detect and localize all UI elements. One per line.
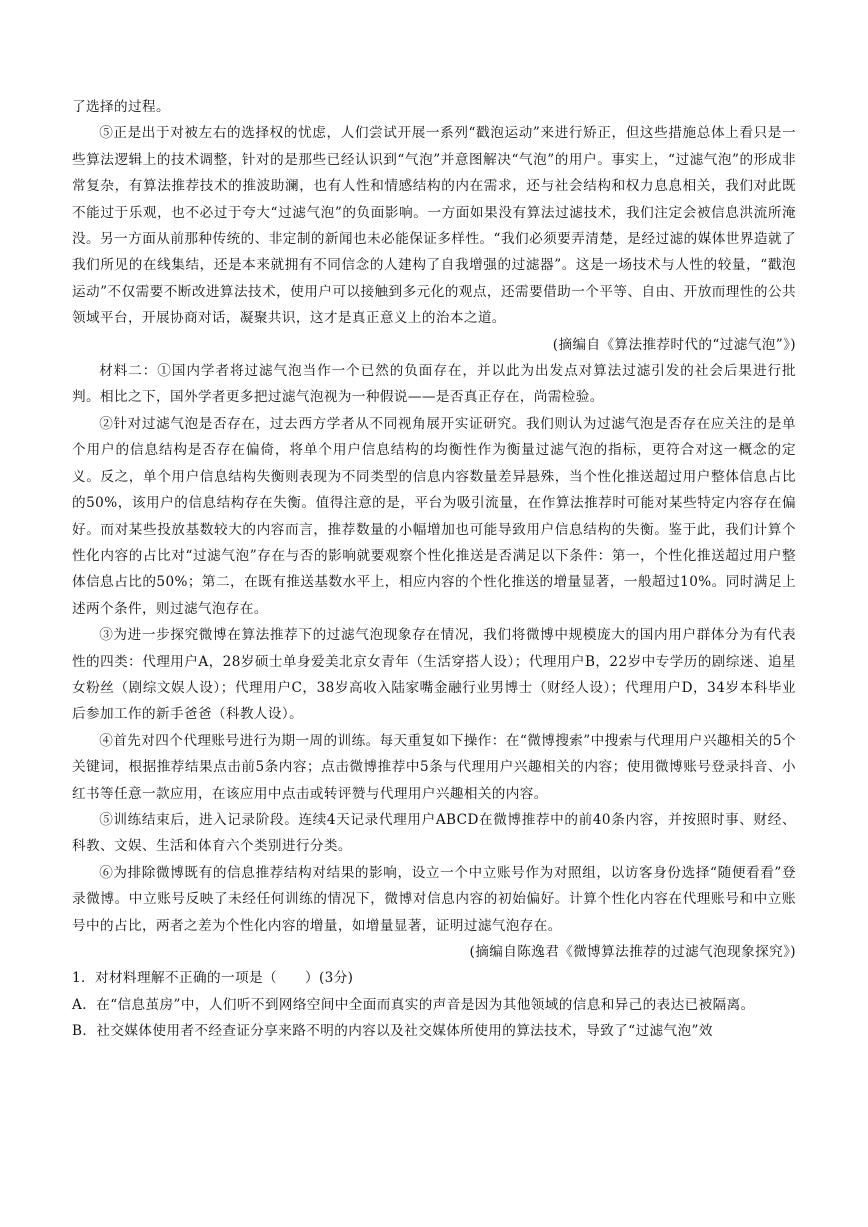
paragraph-5: ⑤正是出于对被左右的选择权的忧虑，人们尝试开展一系列“戳泡运动”来进行矫正，但这些措施总体上看只是一些算法逻辑上的技术调整，针对的是那些已经认识到“气泡”并意图解决“气泡”的用户。事实上，“过滤气泡”的形成非常复杂，有算法推荐技术的推波助澜，也有人性和情感结构的内在需求，还与社会结构和权力息息相关，我们对此既不能过于乐观，也不必过于夸大“过滤气泡”的负面影响。一方面如果没有算法过滤技术，我们注定会被信息洪流所淹没。另一方面从前那种传统的、非定制的新闻也未必能保证多样性。“我们必须要弄清楚，是经过滤的媒体世界造就了我们所见的在线集结，还是本来就拥有不同信念的人建构了自我增强的过滤器”。这是一场技术与人性的较量，“戳泡运动”不仅需要不断改进算法技术，使用户可以接触到多元化的观点，还需要借助一个平等、自由、开放而理性的公共领域平台，开展协商对话，凝聚共识，这才是真正意义上的治本之道。	[72, 125, 796, 327]
document-page	[72, 94, 796, 1045]
material-2-paragraph-2: ②针对过滤气泡是否存在，过去西方学者从不同视角展开实证研究。我们则认为过滤气泡是否存在应关注的是单个用户的信息结构是否存在偏倚，将单个用户信息结构的均衡性作为衡量过滤气泡的指标，更符合对这一概念的定义。反之，单个用户信息结构失衡则表现为不同类型的信息内容数量差异悬殊，当个性化推送超过用户整体信息占比的50%，该用户的信息结构存在失衡。值得注意的是，平台为吸引流量，在作算法推荐时可能对某些特定内容存在偏好。而对某些投放基数较大的内容而言，推荐数量的小幅增加也可能导致用户信息结构的失衡。鉴于此，我们计算个性化内容的占比对“过滤气泡”存在与否的影响就要观察个性化推送是否满足以下条件：第一，个性化推送超过用户整体信息占比的50%；第二，在既有推送基数水平上，相应内容的个性化推送的增量显著，一般超过10%。同时满足上述两个条件，则过滤气泡存在。	[72, 415, 796, 617]
material-2-paragraph-1: 材料二：①国内学者将过滤气泡当作一个已然的负面存在，并以此为出发点对算法过滤引发的社会后果进行批判。相比之下，国外学者更多把过滤气泡视为一种假说——是否真正存在，尚需检验。	[72, 363, 796, 406]
paragraph-intro-tail: 了选择的过程。	[72, 99, 170, 115]
option-b[interactable]: B．社交媒体使用者不经查证分享来路不明的内容以及社交媒体所使用的算法技术，导致了“过滤气泡”效	[72, 1023, 713, 1040]
source-citation-2: (摘编自陈逸君《微博算法推荐的过滤气泡现象探究》)	[469, 944, 796, 960]
question-1	[72, 965, 796, 1044]
material-2-paragraph-5: ⑤训练结束后，进入记录阶段。连续4天记录代理用户ABCD在微博推荐中的前40条内容，并按照时事、财经、科教、文娱、生活和体育六个类别进行分类。	[72, 811, 796, 855]
source-citation-1: (摘编自《算法推荐时代的“过滤气泡”》)	[552, 336, 796, 353]
question-stem: 1．对材料理解不正确的一项是（ ）(3分)	[72, 970, 354, 987]
material-2-paragraph-4: ④首先对四个代理账号进行为期一周的训练。每天重复如下操作：在“微博搜索”中搜索与代理用户兴趣相关的5个关键词，根据推荐结果点击前5条内容；点击微博推荐中5条与代理用户兴趣相关的内容；使用微博账号登录抖音、小红书等任意一款应用，在该应用中点击或转评赞与代理用户兴趣相关的内容。	[72, 732, 796, 802]
material-2-paragraph-3: ③为进一步探究微博在算法推荐下的过滤气泡现象存在情况，我们将微博中规模庞大的国内用户群体分为有代表性的四类：代理用户A，28岁硕士单身爱美北京女青年（生活穿搭人设）；代理用户B，22岁中专学历的剧综迷、追星女粉丝（剧综文娱人设）；代理用户C，38岁高收入陆家嘴金融行业男博士（财经人设）；代理用户D，34岁本科毕业后参加工作的新手爸爸（科教人设）。	[72, 627, 796, 723]
material-2-paragraph-6: ⑥为排除微博既有的信息推荐结构对结果的影响，设立一个中立账号作为对照组，以访客身份选择“随便看看”登录微博。中立账号反映了未经任何训练的情况下，微博对信息内容的初始偏好。计算个性化内容在代理账号和中立账号中的占比，两者之差为个性化内容的增量，如增量显著，证明过滤气泡存在。	[72, 864, 796, 934]
option-a[interactable]: A．在“信息茧房”中，人们听不到网络空间中全面而真实的声音是因为其他领域的信息和异己的表达已被隔离。	[72, 996, 755, 1013]
